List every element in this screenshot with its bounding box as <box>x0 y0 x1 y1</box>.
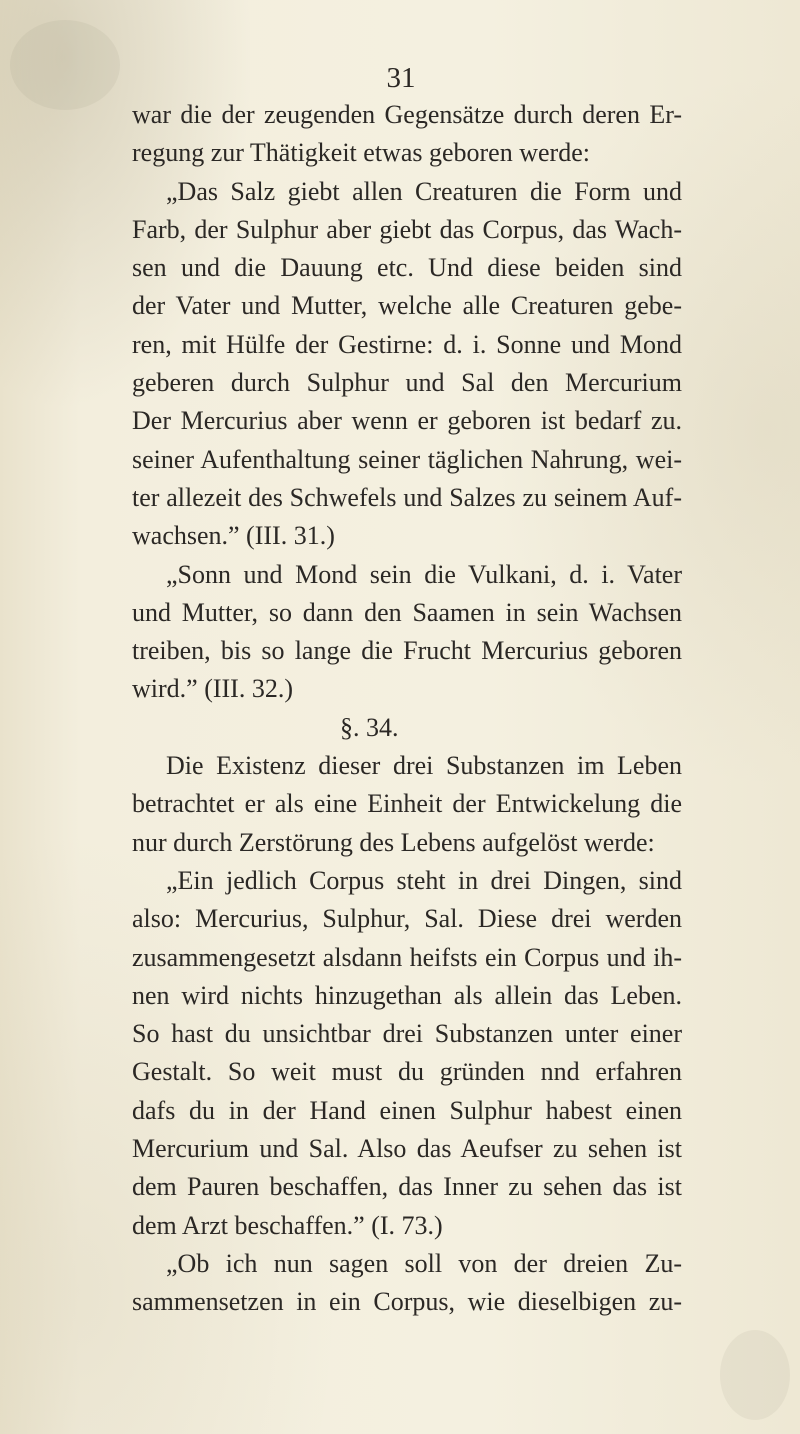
paper-stain <box>720 1330 790 1420</box>
text-line: und Mutter, so dann den Saamen in sein Wachsen <box>132 597 682 627</box>
text-line: nen wird nichts hinzugethan als allein das Leben. <box>132 980 682 1010</box>
text-line: zusammengesetzt alsdann heifsts ein Corpus und ih- <box>132 942 682 972</box>
page-number: 31 <box>386 62 416 94</box>
text-line: dem Arzt beschaffen.” (I. 73.) <box>132 1210 443 1240</box>
text-line: Mercurium und Sal. Also das Aeufser zu sehen ist <box>132 1134 682 1164</box>
text-line: betrachtet er als eine Einheit der Entwickelung die <box>132 789 682 819</box>
text-line: wachsen.” (III. 31.) <box>132 521 335 551</box>
text-line: Farb, der Sulphur aber giebt das Corpus, das Wach- <box>132 214 682 244</box>
text-line: „Ob ich nun sagen soll von der dreien Zu- <box>166 1248 682 1278</box>
text-line: sammensetzen in ein Corpus, wie dieselbigen zu- <box>132 1287 682 1317</box>
text-line: „Sonn und Mond sein die Vulkani, d. i. Vater <box>166 559 682 589</box>
text-line: „Das Salz giebt allen Creaturen die Form und <box>166 176 682 206</box>
text-line: dafs du in der Hand einen Sulphur habest einen <box>132 1095 682 1125</box>
text-line: treiben, bis so lange die Frucht Mercurius geboren <box>132 636 682 666</box>
section-heading: §. 34. <box>340 712 399 742</box>
text-line: war die der zeugenden Gegensätze durch deren Er- <box>132 100 682 129</box>
text-line: „Ein jedlich Corpus steht in drei Dingen, sind <box>166 865 682 895</box>
text-line: regung zur Thätigkeit etwas geboren werde: <box>132 138 590 168</box>
text-line: ter allezeit des Schwefels und Salzes zu seinem Auf- <box>132 482 682 512</box>
text-line: ren, mit Hülfe der Gestirne: d. i. Sonne und Mond <box>132 329 682 359</box>
text-line: also: Mercurius, Sulphur, Sal. Diese drei werden <box>132 904 682 934</box>
text-line: der Vater und Mutter, welche alle Creaturen gebe- <box>132 291 682 321</box>
text-line: Die Existenz dieser drei Substanzen im Leben <box>166 751 682 781</box>
text-line: wird.” (III. 32.) <box>132 674 293 704</box>
paper-stain <box>10 20 120 110</box>
body-text <box>132 96 682 1322</box>
text-line: sen und die Dauung etc. Und diese beiden sind <box>132 253 682 283</box>
text-line: dem Pauren beschaffen, das Inner zu sehen das ist <box>132 1172 682 1202</box>
text-line: So hast du unsichtbar drei Substanzen unter einer <box>132 1019 682 1049</box>
text-line: geberen durch Sulphur und Sal den Mercurium <box>132 368 682 398</box>
text-line: nur durch Zerstörung des Lebens aufgelöst werde: <box>132 827 655 857</box>
text-line: seiner Aufenthaltung seiner täglichen Nahrung, wei- <box>132 444 682 474</box>
text-line: Der Mercurius aber wenn er geboren ist bedarf zu. <box>132 406 682 436</box>
text-line: Gestalt. So weit must du gründen nnd erfahren <box>132 1057 682 1087</box>
